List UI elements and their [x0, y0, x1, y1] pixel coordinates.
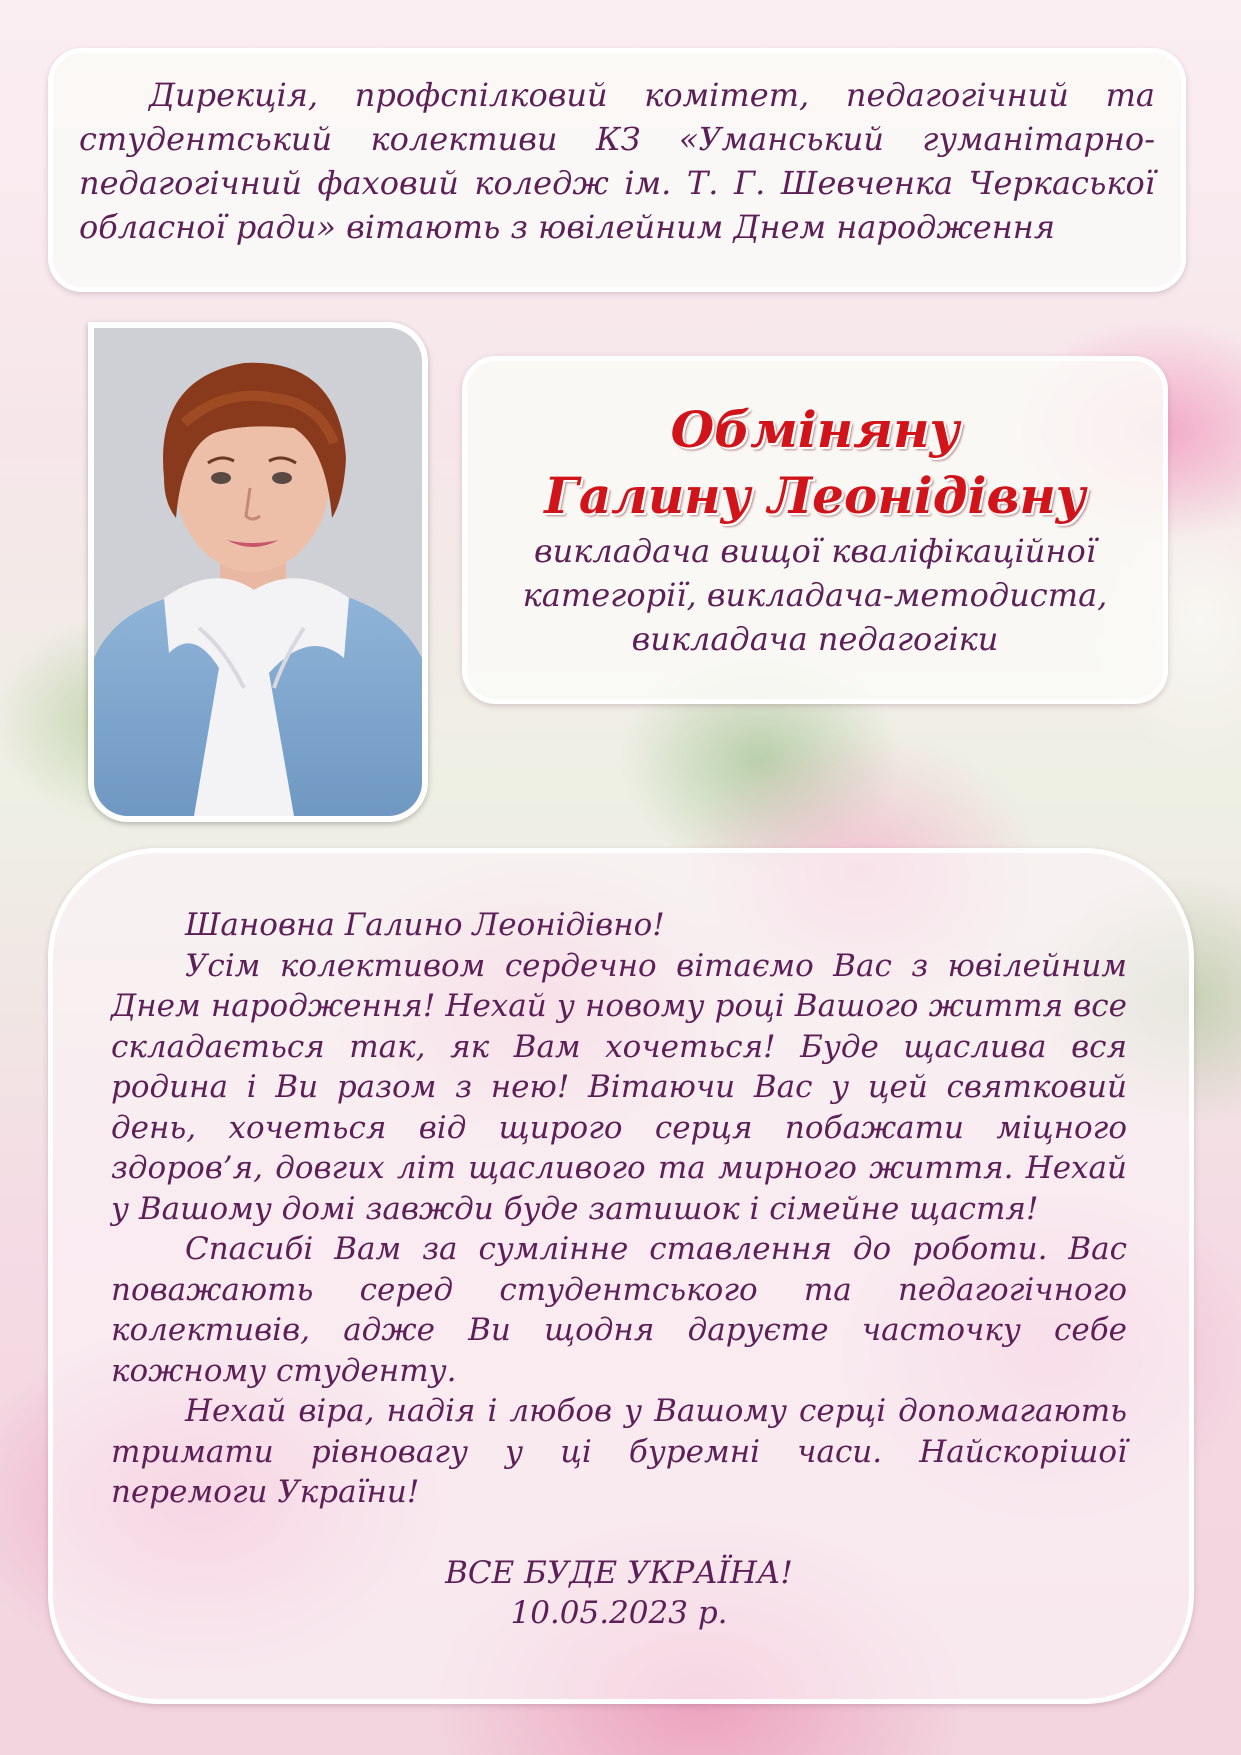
greeting-salutation: Шановна Галино Леонідівно!	[185, 907, 665, 943]
greeting-paragraph-2: Спасибі Вам за сумлінне ставлення до роботи. Вас поважають серед студентського та педагогічного колективів, адже Ви щодня даруєте часточку себе кожному студенту.	[111, 1231, 1127, 1389]
greeting-card	[48, 848, 1194, 1704]
greeting-paragraph-3: Нехай віра, надія і любов у Вашому серці допомагають тримати рівновагу у ці буремні часи. Найскорішої перемоги України!	[111, 1393, 1127, 1510]
honoree-role-line-3: викладача педагогіки	[631, 620, 999, 658]
honoree-role-line-1: викладача вищої кваліфікаційної	[534, 532, 1096, 570]
honoree-role-line-2: категорії, викладача-методиста,	[522, 576, 1108, 614]
portrait-photo	[88, 322, 428, 822]
honoree-given-names: Галину Леонідівну	[544, 466, 1086, 525]
honoree-surname: Обміняну	[670, 400, 960, 459]
header-card	[48, 48, 1186, 292]
portrait-illustration	[94, 328, 422, 816]
spacer	[111, 1513, 1127, 1553]
honoree-card	[462, 356, 1168, 704]
greeting-paragraph-1: Усім колективом сердечно вітаємо Вас з ювілейним Днем народження! Нехай у новому році Вашого життя все складається так, як Вам хочеться! Буде щаслива вся родина і Ви разом з нею! Вітаючи Вас у цей святковий день, хочеться від щирого серця побажати міцного здоров’я, довгих літ щасливого та мирного життя. Нехай у Вашому домі завжди буде затишок і сімейне щастя!	[111, 947, 1127, 1227]
closing-slogan: ВСЕ БУДЕ УКРАЇНА!	[445, 1554, 793, 1591]
header-text: Дирекція, профспілковий комітет, педагогічний та студентський колективи КЗ «Уманський гуманітарно-педагогічний фаховий коледж ім. Т. Г. Шевченка Черкаської обласної ради» вітають з ювілейним Днем народження	[79, 76, 1155, 246]
greeting-date: 10.05.2023 р.	[510, 1595, 728, 1631]
